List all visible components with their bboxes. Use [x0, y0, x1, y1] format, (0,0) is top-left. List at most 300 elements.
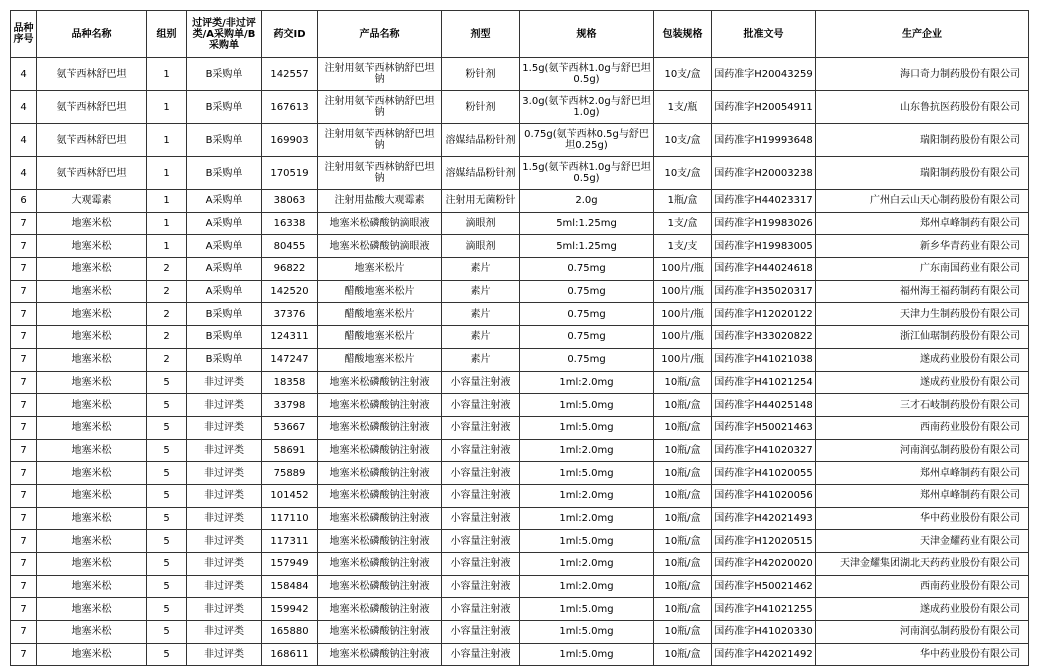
table-cell: 0.75mg	[520, 303, 654, 326]
table-cell: 7	[11, 643, 37, 666]
table-cell: 西南药业股份有限公司	[816, 575, 1029, 598]
table-row	[11, 326, 1029, 349]
table-cell: 地塞米松磷酸钠滴眼液	[318, 235, 442, 258]
table-cell: 地塞米松磷酸钠注射液	[318, 530, 442, 553]
table-cell: 7	[11, 280, 37, 303]
table-cell: 10瓶/盒	[654, 484, 712, 507]
table-cell: 素片	[442, 303, 520, 326]
table-cell: 地塞米松磷酸钠注射液	[318, 394, 442, 417]
table-cell: 地塞米松	[37, 416, 147, 439]
table-cell: 国药准字H19983026	[712, 212, 816, 235]
table-cell: B采购单	[187, 157, 262, 190]
table-cell: 小容量注射液	[442, 575, 520, 598]
table-cell: 10支/盒	[654, 58, 712, 91]
table-cell: 1	[147, 58, 187, 91]
table-cell: 7	[11, 484, 37, 507]
table-cell: 国药准字H50021463	[712, 416, 816, 439]
table-row	[11, 91, 1029, 124]
table-cell: 7	[11, 621, 37, 644]
table-cell: 国药准字H44024618	[712, 258, 816, 281]
table-cell: 37376	[262, 303, 318, 326]
table-cell: 国药准字H42021493	[712, 507, 816, 530]
table-cell: 氨苄西林舒巴坦	[37, 124, 147, 157]
table-cell: 7	[11, 258, 37, 281]
table-cell: 溶媒结晶粉针剂	[442, 157, 520, 190]
table-cell: 瑞阳制药股份有限公司	[816, 124, 1029, 157]
table-cell: 10瓶/盒	[654, 439, 712, 462]
table-cell: 7	[11, 439, 37, 462]
table-cell: 国药准字H41021254	[712, 371, 816, 394]
table-cell: 4	[11, 157, 37, 190]
table-cell: 170519	[262, 157, 318, 190]
table-cell: 10瓶/盒	[654, 598, 712, 621]
header-cell: 生产企业	[816, 11, 1029, 58]
table-cell: 7	[11, 462, 37, 485]
table-cell: 100片/瓶	[654, 348, 712, 371]
table-cell: 1ml:5.0mg	[520, 530, 654, 553]
table-cell: 53667	[262, 416, 318, 439]
table-row	[11, 643, 1029, 666]
table-cell: 2	[147, 280, 187, 303]
header-cell: 品种名称	[37, 11, 147, 58]
table-cell: 165880	[262, 621, 318, 644]
table-cell: 国药准字H42021492	[712, 643, 816, 666]
table-cell: 1ml:2.0mg	[520, 371, 654, 394]
table-cell: 广东南国药业有限公司	[816, 258, 1029, 281]
table-cell: 溶媒结晶粉针剂	[442, 124, 520, 157]
table-cell: 16338	[262, 212, 318, 235]
table-cell: 注射用氨苄西林钠舒巴坦钠	[318, 58, 442, 91]
table-cell: 地塞米松	[37, 462, 147, 485]
table-cell: 大观霉素	[37, 190, 147, 213]
table-row	[11, 280, 1029, 303]
table-cell: A采购单	[187, 212, 262, 235]
table-cell: 58691	[262, 439, 318, 462]
table-cell: 非过评类	[187, 394, 262, 417]
table-cell: 小容量注射液	[442, 416, 520, 439]
table-cell: 遂成药业股份有限公司	[816, 371, 1029, 394]
table-cell: 5	[147, 439, 187, 462]
table-cell: 5ml:1.25mg	[520, 212, 654, 235]
table-cell: 华中药业股份有限公司	[816, 643, 1029, 666]
table-cell: 10支/盒	[654, 124, 712, 157]
table-cell: 郑州卓峰制药有限公司	[816, 484, 1029, 507]
table-cell: 国药准字H20043259	[712, 58, 816, 91]
table-cell: 7	[11, 575, 37, 598]
table-cell: 2	[147, 303, 187, 326]
table-cell: 1	[147, 190, 187, 213]
table-cell: 1ml:2.0mg	[520, 507, 654, 530]
header-cell: 药交ID	[262, 11, 318, 58]
table-cell: 注射用氨苄西林钠舒巴坦钠	[318, 91, 442, 124]
table-cell: 1支/支	[654, 235, 712, 258]
table-cell: 国药准字H41020327	[712, 439, 816, 462]
table-cell: 80455	[262, 235, 318, 258]
table-cell: 7	[11, 598, 37, 621]
table-cell: 华中药业股份有限公司	[816, 507, 1029, 530]
table-cell: 天津金耀药业有限公司	[816, 530, 1029, 553]
table-cell: 7	[11, 303, 37, 326]
table-cell: 1ml:2.0mg	[520, 575, 654, 598]
table-cell: 地塞米松磷酸钠注射液	[318, 621, 442, 644]
table-cell: B采购单	[187, 91, 262, 124]
table-row	[11, 553, 1029, 576]
table-cell: B采购单	[187, 326, 262, 349]
drug-table	[10, 10, 1029, 666]
table-cell: 滴眼剂	[442, 212, 520, 235]
table-cell: 158484	[262, 575, 318, 598]
table-cell: 7	[11, 326, 37, 349]
table-cell: 遂成药业股份有限公司	[816, 348, 1029, 371]
table-row	[11, 303, 1029, 326]
table-cell: 167613	[262, 91, 318, 124]
header-cell: 包装规格	[654, 11, 712, 58]
table-cell: 氨苄西林舒巴坦	[37, 157, 147, 190]
table-cell: 142557	[262, 58, 318, 91]
table-cell: 地塞米松磷酸钠注射液	[318, 371, 442, 394]
table-cell: 小容量注射液	[442, 643, 520, 666]
table-cell: 1ml:5.0mg	[520, 621, 654, 644]
table-cell: 国药准字H41020056	[712, 484, 816, 507]
table-cell: 瑞阳制药股份有限公司	[816, 157, 1029, 190]
table-cell: 5	[147, 416, 187, 439]
table-cell: 169903	[262, 124, 318, 157]
table-cell: 地塞米松	[37, 235, 147, 258]
table-cell: 10瓶/盒	[654, 575, 712, 598]
table-cell: 1ml:5.0mg	[520, 416, 654, 439]
table-cell: 国药准字H44023317	[712, 190, 816, 213]
table-cell: 2.0g	[520, 190, 654, 213]
table-cell: 7	[11, 553, 37, 576]
table-cell: 地塞米松	[37, 371, 147, 394]
table-cell: 地塞米松磷酸钠注射液	[318, 643, 442, 666]
table-cell: 小容量注射液	[442, 462, 520, 485]
table-cell: 地塞米松磷酸钠注射液	[318, 416, 442, 439]
table-cell: 小容量注射液	[442, 371, 520, 394]
table-cell: 1	[147, 212, 187, 235]
table-cell: 10瓶/盒	[654, 621, 712, 644]
table-cell: 遂成药业股份有限公司	[816, 598, 1029, 621]
table-cell: 素片	[442, 258, 520, 281]
table-row	[11, 439, 1029, 462]
table-row	[11, 58, 1029, 91]
table-cell: 国药准字H41020055	[712, 462, 816, 485]
header-cell: 产品名称	[318, 11, 442, 58]
table-cell: 1ml:5.0mg	[520, 394, 654, 417]
table-cell: 4	[11, 124, 37, 157]
table-cell: 100片/瓶	[654, 303, 712, 326]
table-cell: 非过评类	[187, 530, 262, 553]
table-cell: 广州白云山天心制药股份有限公司	[816, 190, 1029, 213]
table-cell: 5	[147, 507, 187, 530]
table-row	[11, 235, 1029, 258]
table-cell: 地塞米松	[37, 258, 147, 281]
table-cell: 注射用氨苄西林钠舒巴坦钠	[318, 157, 442, 190]
table-cell: 3.0g(氨苄西林2.0g与舒巴坦1.0g)	[520, 91, 654, 124]
table-cell: 0.75g(氨苄西林0.5g与舒巴坦0.25g)	[520, 124, 654, 157]
header-cell: 规格	[520, 11, 654, 58]
table-cell: 素片	[442, 348, 520, 371]
table-cell: 38063	[262, 190, 318, 213]
table-cell: 国药准字H41020330	[712, 621, 816, 644]
table-cell: 地塞米松磷酸钠注射液	[318, 439, 442, 462]
table-cell: 0.75mg	[520, 258, 654, 281]
table-cell: 1ml:5.0mg	[520, 643, 654, 666]
table-cell: B采购单	[187, 58, 262, 91]
table-cell: 1ml:5.0mg	[520, 598, 654, 621]
table-cell: 国药准字H50021462	[712, 575, 816, 598]
table-cell: 0.75mg	[520, 326, 654, 349]
table-cell: 小容量注射液	[442, 621, 520, 644]
table-cell: 1ml:2.0mg	[520, 553, 654, 576]
table-cell: 7	[11, 507, 37, 530]
table-cell: 10支/盒	[654, 157, 712, 190]
table-cell: 地塞米松	[37, 643, 147, 666]
table-row	[11, 598, 1029, 621]
table-cell: 注射用盐酸大观霉素	[318, 190, 442, 213]
table-cell: 地塞米松	[37, 507, 147, 530]
table-cell: B采购单	[187, 124, 262, 157]
table-row	[11, 212, 1029, 235]
table-cell: 非过评类	[187, 643, 262, 666]
header-cell: 过评类/非过评类/A采购单/B采购单	[187, 11, 262, 58]
table-cell: 国药准字H19993648	[712, 124, 816, 157]
table-cell: 10瓶/盒	[654, 643, 712, 666]
table-cell: 124311	[262, 326, 318, 349]
table-cell: 7	[11, 530, 37, 553]
table-cell: 2	[147, 348, 187, 371]
table-cell: 10瓶/盒	[654, 394, 712, 417]
table-cell: 非过评类	[187, 462, 262, 485]
table-cell: 0.75mg	[520, 348, 654, 371]
table-cell: B采购单	[187, 348, 262, 371]
table-cell: 101452	[262, 484, 318, 507]
table-cell: 醋酸地塞米松片	[318, 348, 442, 371]
table-cell: A采购单	[187, 258, 262, 281]
table-cell: 2	[147, 326, 187, 349]
table-cell: 地塞米松	[37, 553, 147, 576]
table-cell: 地塞米松	[37, 280, 147, 303]
table-cell: 1	[147, 235, 187, 258]
table-cell: 5ml:1.25mg	[520, 235, 654, 258]
table-cell: 非过评类	[187, 416, 262, 439]
table-cell: 5	[147, 484, 187, 507]
table-cell: 地塞米松磷酸钠注射液	[318, 575, 442, 598]
table-cell: 1ml:5.0mg	[520, 462, 654, 485]
table-cell: 地塞米松	[37, 575, 147, 598]
table-cell: 4	[11, 91, 37, 124]
table-cell: 注射用无菌粉针	[442, 190, 520, 213]
table-cell: 10瓶/盒	[654, 416, 712, 439]
table-cell: 100片/瓶	[654, 326, 712, 349]
table-cell: 国药准字H19983005	[712, 235, 816, 258]
table-cell: 10瓶/盒	[654, 462, 712, 485]
table-cell: 地塞米松片	[318, 258, 442, 281]
table-cell: 1ml:2.0mg	[520, 439, 654, 462]
table-cell: 1ml:2.0mg	[520, 484, 654, 507]
header-cell: 品种序号	[11, 11, 37, 58]
table-cell: 地塞米松	[37, 439, 147, 462]
table-cell: 地塞米松	[37, 303, 147, 326]
table-cell: 小容量注射液	[442, 507, 520, 530]
table-row	[11, 157, 1029, 190]
table-cell: 小容量注射液	[442, 530, 520, 553]
table-cell: 新乡华青药业有限公司	[816, 235, 1029, 258]
table-cell: 醋酸地塞米松片	[318, 280, 442, 303]
table-cell: 地塞米松磷酸钠注射液	[318, 507, 442, 530]
table-cell: 浙江仙琚制药股份有限公司	[816, 326, 1029, 349]
table-cell: 醋酸地塞米松片	[318, 303, 442, 326]
table-body	[11, 58, 1029, 666]
table-cell: 三才石岐制药股份有限公司	[816, 394, 1029, 417]
table-row	[11, 416, 1029, 439]
table-cell: 福州海王福药制药有限公司	[816, 280, 1029, 303]
table-cell: 100片/瓶	[654, 258, 712, 281]
table-cell: 地塞米松	[37, 394, 147, 417]
table-row	[11, 530, 1029, 553]
table-cell: 氨苄西林舒巴坦	[37, 91, 147, 124]
table-cell: 168611	[262, 643, 318, 666]
table-cell: A采购单	[187, 190, 262, 213]
table-cell: 非过评类	[187, 575, 262, 598]
table-cell: 10瓶/盒	[654, 371, 712, 394]
table-cell: 96822	[262, 258, 318, 281]
table-cell: 国药准字H41021255	[712, 598, 816, 621]
table-cell: 33798	[262, 394, 318, 417]
table-row	[11, 575, 1029, 598]
table-cell: 氨苄西林舒巴坦	[37, 58, 147, 91]
header-cell: 组别	[147, 11, 187, 58]
table-cell: A采购单	[187, 235, 262, 258]
table-cell: 159942	[262, 598, 318, 621]
table-cell: 地塞米松	[37, 348, 147, 371]
table-cell: 非过评类	[187, 507, 262, 530]
table-cell: 7	[11, 235, 37, 258]
table-cell: 西南药业股份有限公司	[816, 416, 1029, 439]
table-cell: 国药准字H12020515	[712, 530, 816, 553]
table-cell: 地塞米松磷酸钠注射液	[318, 484, 442, 507]
table-cell: 小容量注射液	[442, 553, 520, 576]
table-cell: 5	[147, 575, 187, 598]
table-cell: 国药准字H41021038	[712, 348, 816, 371]
table-cell: 1瓶/盒	[654, 190, 712, 213]
table-cell: 地塞米松	[37, 621, 147, 644]
table-cell: 非过评类	[187, 621, 262, 644]
table-cell: 天津力生制药股份有限公司	[816, 303, 1029, 326]
table-cell: B采购单	[187, 303, 262, 326]
table-cell: 地塞米松磷酸钠注射液	[318, 553, 442, 576]
table-cell: 100片/瓶	[654, 280, 712, 303]
table-cell: 地塞米松	[37, 598, 147, 621]
table-cell: 5	[147, 394, 187, 417]
table-cell: 10瓶/盒	[654, 507, 712, 530]
table-row	[11, 348, 1029, 371]
table-cell: 滴眼剂	[442, 235, 520, 258]
table-cell: 147247	[262, 348, 318, 371]
table-cell: 5	[147, 621, 187, 644]
header-cell: 批准文号	[712, 11, 816, 58]
table-cell: 1	[147, 91, 187, 124]
table-cell: 国药准字H35020317	[712, 280, 816, 303]
table-cell: 5	[147, 598, 187, 621]
table-cell: 醋酸地塞米松片	[318, 326, 442, 349]
table-cell: 7	[11, 394, 37, 417]
table-cell: 地塞米松	[37, 530, 147, 553]
table-row	[11, 258, 1029, 281]
table-row	[11, 507, 1029, 530]
table-cell: 地塞米松	[37, 212, 147, 235]
table-cell: 注射用氨苄西林钠舒巴坦钠	[318, 124, 442, 157]
table-cell: 5	[147, 530, 187, 553]
table-cell: 粉针剂	[442, 58, 520, 91]
document-page	[10, 10, 1029, 666]
table-cell: 非过评类	[187, 439, 262, 462]
table-cell: 0.75mg	[520, 280, 654, 303]
table-cell: 粉针剂	[442, 91, 520, 124]
table-cell: 117110	[262, 507, 318, 530]
table-cell: 海口奇力制药股份有限公司	[816, 58, 1029, 91]
table-cell: 非过评类	[187, 598, 262, 621]
table-cell: 18358	[262, 371, 318, 394]
table-row	[11, 371, 1029, 394]
table-cell: 1支/盒	[654, 212, 712, 235]
table-cell: 10瓶/盒	[654, 530, 712, 553]
table-row	[11, 462, 1029, 485]
table-cell: 117311	[262, 530, 318, 553]
table-cell: 国药准字H33020822	[712, 326, 816, 349]
table-cell: 非过评类	[187, 484, 262, 507]
table-cell: 小容量注射液	[442, 439, 520, 462]
table-row	[11, 484, 1029, 507]
table-cell: 4	[11, 58, 37, 91]
table-cell: 国药准字H20054911	[712, 91, 816, 124]
table-cell: 国药准字H44025148	[712, 394, 816, 417]
table-cell: 素片	[442, 326, 520, 349]
table-cell: 75889	[262, 462, 318, 485]
table-cell: 1	[147, 124, 187, 157]
table-cell: 素片	[442, 280, 520, 303]
table-cell: 山东鲁抗医药股份有限公司	[816, 91, 1029, 124]
table-cell: 2	[147, 258, 187, 281]
table-cell: 河南润弘制药股份有限公司	[816, 439, 1029, 462]
table-cell: 郑州卓峰制药有限公司	[816, 462, 1029, 485]
table-cell: 非过评类	[187, 553, 262, 576]
table-cell: 7	[11, 212, 37, 235]
table-cell: 10瓶/盒	[654, 553, 712, 576]
table-cell: 5	[147, 643, 187, 666]
table-cell: 1.5g(氨苄西林1.0g与舒巴坦0.5g)	[520, 157, 654, 190]
table-cell: 5	[147, 462, 187, 485]
table-cell: 142520	[262, 280, 318, 303]
table-cell: 国药准字H42020020	[712, 553, 816, 576]
table-cell: 1	[147, 157, 187, 190]
table-cell: 1.5g(氨苄西林1.0g与舒巴坦0.5g)	[520, 58, 654, 91]
table-cell: 7	[11, 371, 37, 394]
table-row	[11, 190, 1029, 213]
table-cell: 郑州卓峰制药有限公司	[816, 212, 1029, 235]
table-cell: 地塞米松磷酸钠注射液	[318, 462, 442, 485]
table-cell: 国药准字H20003238	[712, 157, 816, 190]
table-cell: 非过评类	[187, 371, 262, 394]
table-cell: 1支/瓶	[654, 91, 712, 124]
table-cell: 地塞米松	[37, 484, 147, 507]
table-cell: 7	[11, 416, 37, 439]
table-cell: 小容量注射液	[442, 484, 520, 507]
table-cell: 天津金耀集团湖北天药药业股份有限公司	[816, 553, 1029, 576]
table-cell: 地塞米松磷酸钠滴眼液	[318, 212, 442, 235]
table-cell: 小容量注射液	[442, 598, 520, 621]
header-row	[11, 11, 1029, 58]
